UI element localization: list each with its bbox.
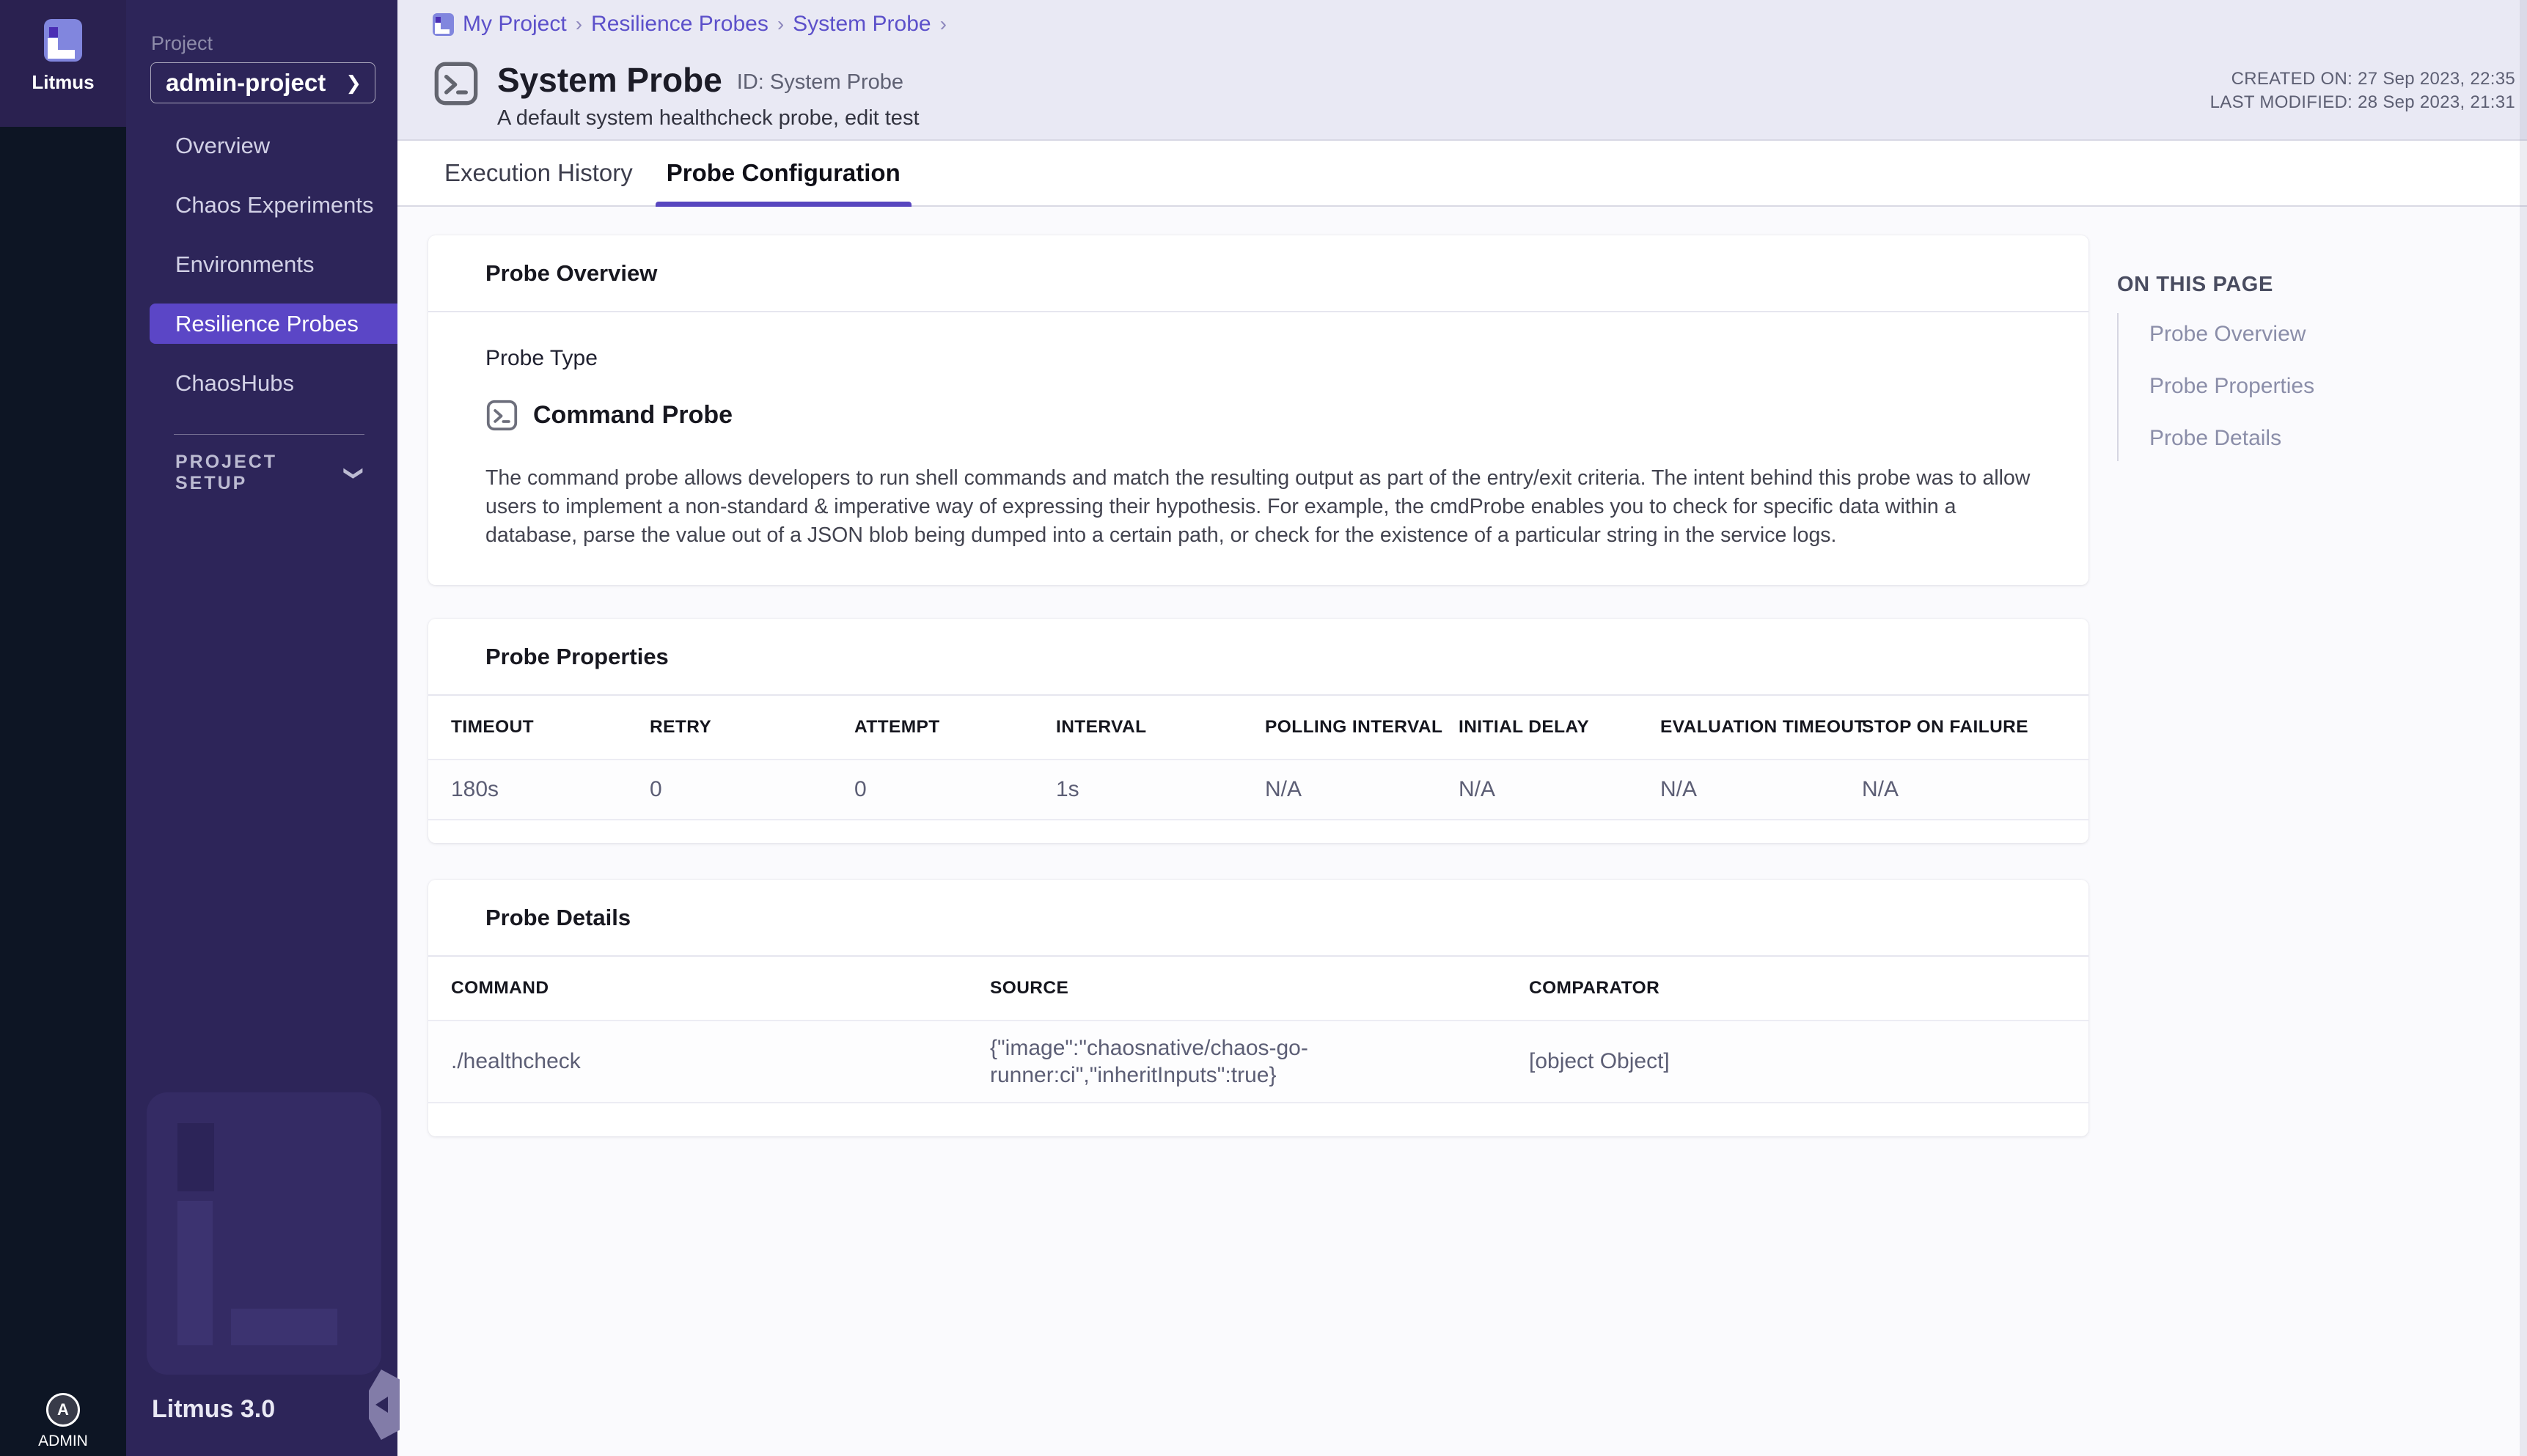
column-header: ATTEMPT [854, 717, 940, 737]
probe-overview-body [428, 346, 2088, 550]
watermark-shape [177, 1201, 213, 1345]
on-this-page [2117, 273, 2314, 461]
toc-item-probe-overview[interactable]: Probe Overview [2149, 322, 2306, 346]
properties-value-row [428, 759, 2088, 820]
column-header: SOURCE [990, 978, 1069, 998]
probe-type-description: The command probe allows developers to run shell commands and match the resulting output as part of the entry/exit criteria. The intent behind this probe was to allow users to implement a non-standard & imperative way of expressing their hypothesis. For example, the cmdProbe enables you to check for specific data within a database, parse the value out of a JSON blob being dumped into a certain path, or check for the existence of a particular string in the service logs. [485, 466, 2031, 547]
project-setup-label: PROJECT SETUP [175, 452, 278, 493]
probe-details-heading: Probe Details [428, 880, 2088, 957]
probe-id: ID: System Probe [736, 70, 904, 94]
sidebar-item-resilience-probes[interactable]: Resilience Probes [150, 304, 397, 344]
page-header [397, 0, 2527, 141]
sidebar-item-chaoshubs[interactable]: ChaosHubs [175, 369, 294, 396]
on-this-page-list [2117, 313, 2314, 461]
logo-shape [441, 29, 450, 34]
column-header: RETRY [650, 717, 712, 737]
logo-shape [48, 38, 58, 59]
logo-shape [58, 50, 75, 59]
polling-interval-value: N/A [1265, 777, 1302, 801]
probe-properties-card [428, 619, 2088, 843]
sidebar-item-overview[interactable]: Overview [175, 132, 271, 158]
project-label: Project [151, 32, 213, 54]
project-setup-toggle[interactable] [175, 452, 366, 493]
probe-properties-heading: Probe Properties [428, 619, 2088, 696]
chevron-down-icon: ❯ [343, 465, 366, 481]
initial-delay-value: N/A [1459, 777, 1496, 801]
properties-header-row [428, 696, 2088, 759]
sidenav [126, 0, 397, 1456]
retry-value: 0 [650, 777, 662, 801]
column-header: INTERVAL [1056, 717, 1147, 737]
probe-type-row [485, 399, 2031, 432]
left-rail [0, 0, 126, 1456]
probe-type-name: Command Probe [533, 401, 733, 429]
logo-shape [49, 27, 58, 37]
toc-item-probe-details[interactable]: Probe Details [2149, 426, 2282, 450]
details-value-row [428, 1020, 2088, 1103]
terminal-icon [433, 60, 480, 107]
evaluation-timeout-value: N/A [1660, 777, 1698, 801]
project-selector[interactable] [150, 62, 375, 103]
breadcrumb-separator: › [575, 12, 583, 35]
main-area [397, 0, 2527, 1456]
chevron-right-icon: ❯ [345, 71, 362, 94]
column-header: INITIAL DELAY [1459, 717, 1590, 737]
project-name: admin-project [166, 69, 326, 96]
nav-menu [126, 125, 397, 403]
column-header: COMPARATOR [1529, 978, 1660, 998]
command-value: ./healthcheck [451, 1049, 581, 1073]
sidebar-item-chaos-experiments[interactable]: Chaos Experiments [175, 191, 374, 218]
logo-shape [436, 17, 441, 22]
collapse-arrow-icon [375, 1397, 388, 1413]
attempt-value: 0 [854, 777, 867, 801]
toc-item-probe-properties[interactable]: Probe Properties [2149, 374, 2315, 398]
details-header-row [428, 957, 2088, 1020]
breadcrumb-separator: › [939, 12, 947, 35]
sidebar-watermark [147, 1092, 381, 1375]
tabbar [397, 141, 2527, 207]
nav-divider [174, 434, 364, 435]
title-block [433, 60, 920, 130]
timestamps [2210, 67, 2515, 114]
column-header: TIMEOUT [451, 717, 535, 737]
column-header: COMMAND [451, 978, 549, 998]
breadcrumb-logo-icon [433, 13, 454, 36]
terminal-icon [485, 399, 518, 432]
breadcrumb-my-project[interactable]: My Project [463, 12, 567, 36]
breadcrumb-resilience-probes[interactable]: Resilience Probes [591, 12, 769, 36]
app-version: Litmus 3.0 [152, 1395, 276, 1423]
user-block [0, 1393, 126, 1450]
comparator-value: [object Object] [1529, 1049, 1670, 1073]
litmus-logo-icon[interactable] [44, 19, 82, 62]
breadcrumb [433, 12, 947, 37]
stop-on-failure-value: N/A [1862, 777, 1899, 801]
avatar[interactable]: A [46, 1393, 80, 1427]
page-title: System Probe [497, 61, 722, 99]
watermark-shape [177, 1123, 214, 1191]
timeout-value: 180s [451, 777, 499, 801]
content-area [397, 208, 2527, 1456]
tab-probe-configuration[interactable]: Probe Configuration [667, 141, 901, 205]
created-on: CREATED ON: 27 Sep 2023, 22:35 [2231, 69, 2515, 89]
column-header: EVALUATION TIMEOUT [1660, 717, 1866, 737]
logo-shape [435, 23, 441, 34]
column-header: POLLING INTERVAL [1265, 717, 1443, 737]
probe-type-label: Probe Type [485, 346, 598, 370]
column-header: STOP ON FAILURE [1862, 717, 2028, 737]
tab-execution-history[interactable]: Execution History [444, 159, 633, 186]
brand-name: Litmus [32, 71, 95, 93]
watermark-shape [231, 1309, 337, 1345]
user-role-label: ADMIN [38, 1433, 88, 1449]
source-value: {"image":"chaosnative/chaos-go-runner:ci","inheritInputs":true} [990, 1036, 1308, 1087]
last-modified: LAST MODIFIED: 28 Sep 2023, 21:31 [2209, 92, 2515, 112]
scrollbar-track[interactable] [2520, 0, 2527, 1456]
breadcrumb-separator: › [777, 12, 785, 35]
sidebar-item-environments[interactable]: Environments [175, 251, 315, 277]
probe-overview-card [428, 235, 2088, 585]
probe-description: A default system healthcheck probe, edit test [497, 106, 920, 130]
probe-details-card [428, 880, 2088, 1136]
probe-overview-heading: Probe Overview [428, 235, 2088, 312]
rail-brand-block [0, 0, 126, 127]
on-this-page-title: ON THIS PAGE [2117, 273, 2273, 296]
breadcrumb-system-probe[interactable]: System Probe [793, 12, 931, 36]
interval-value: 1s [1056, 777, 1079, 801]
